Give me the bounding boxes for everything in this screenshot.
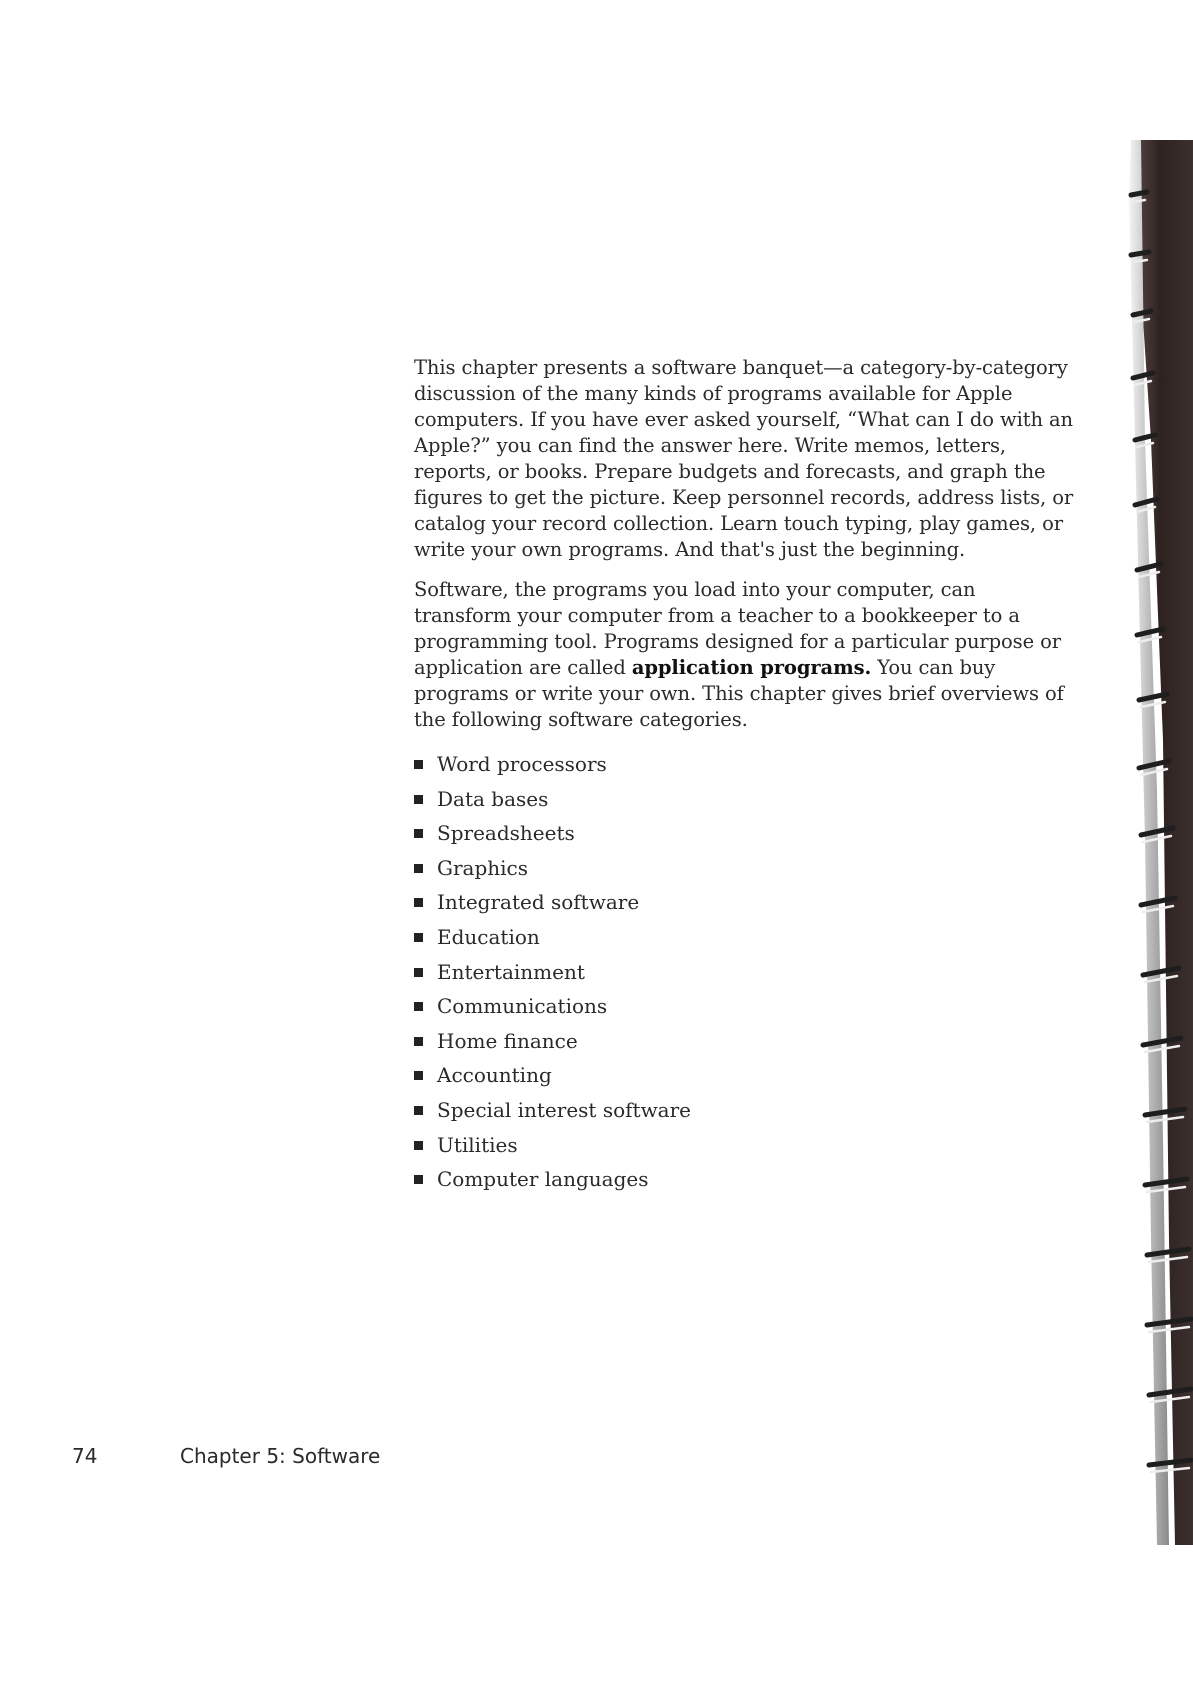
- list-item-label: Word processors: [437, 752, 607, 776]
- software-paragraph-text-end: You can buy programs or write your own. This chapter gives brief overviews of the following software categories.: [414, 656, 1064, 731]
- bullet-square-icon: [414, 1037, 423, 1046]
- list-item: [414, 955, 1074, 990]
- list-item: [414, 1093, 1074, 1128]
- application-programs-term: application programs.: [631, 656, 872, 679]
- software-categories-list: [414, 747, 1074, 1197]
- list-item: [414, 1058, 1074, 1093]
- spiral-binding-image: [1111, 140, 1193, 1545]
- list-item-label: Data bases: [437, 786, 549, 811]
- list-item-label: Graphics: [437, 855, 529, 880]
- list-item: [414, 747, 1074, 782]
- list-item: [414, 885, 1074, 920]
- intro-paragraph: This chapter presents a software banquet—a category-by-category discussion of the many kinds of programs available for Apple computers. If you have ever asked yourself, “What can I do with an Apple?” you can find the answer here. Write memos, letters, reports, or books. Prepare budgets and forecasts, and graph the figures to get the picture. Keep personnel records, address lists, or catalog your record collection. Learn touch typing, play games, or write your own programs. And that's just the beginning.: [414, 356, 1074, 561]
- bullet-square-icon: [414, 829, 423, 838]
- software-paragraph-text: Software, the programs you load into your computer, can transform your computer from a teacher to a bookkeeper to a programming tool. Programs designed for a particular purpose or application are called: [414, 578, 1061, 679]
- list-item: [414, 816, 1074, 851]
- list-item-label: Accounting: [437, 1063, 552, 1088]
- bullet-square-icon: [414, 898, 423, 907]
- list-item-label: Communications: [437, 994, 608, 1019]
- software-paragraph: [414, 577, 1074, 733]
- list-item-label: Home finance: [437, 1028, 578, 1053]
- bullet-square-icon: [414, 1002, 423, 1011]
- list-item: [414, 920, 1074, 955]
- list-item: [414, 782, 1074, 817]
- bullet-square-icon: [414, 795, 423, 804]
- bullet-square-icon: [414, 1106, 423, 1115]
- list-item: [414, 1024, 1074, 1059]
- list-item-label: Computer languages: [437, 1167, 649, 1192]
- bullet-square-icon: [414, 1175, 423, 1184]
- bullet-square-icon: [414, 1071, 423, 1080]
- bullet-square-icon: [414, 1141, 423, 1150]
- list-item: [414, 851, 1074, 886]
- page-number: 74: [72, 1444, 98, 1468]
- bullet-square-icon: [414, 933, 423, 942]
- bullet-square-icon: [414, 760, 423, 769]
- list-item-label: Spreadsheets: [437, 821, 575, 846]
- bullet-square-icon: [414, 864, 423, 873]
- list-item-label: Special interest software: [437, 1097, 692, 1122]
- list-item: [414, 989, 1074, 1024]
- bullet-square-icon: [414, 968, 423, 977]
- running-head: Chapter 5: Software: [180, 1444, 381, 1468]
- page-content: [414, 355, 1074, 1197]
- list-item-label: Utilities: [437, 1132, 518, 1157]
- list-item-label: Integrated software: [437, 890, 640, 915]
- list-item-label: Entertainment: [437, 959, 585, 984]
- list-item: [414, 1128, 1074, 1163]
- list-item: [414, 1162, 1074, 1197]
- list-item-label: Education: [437, 924, 540, 949]
